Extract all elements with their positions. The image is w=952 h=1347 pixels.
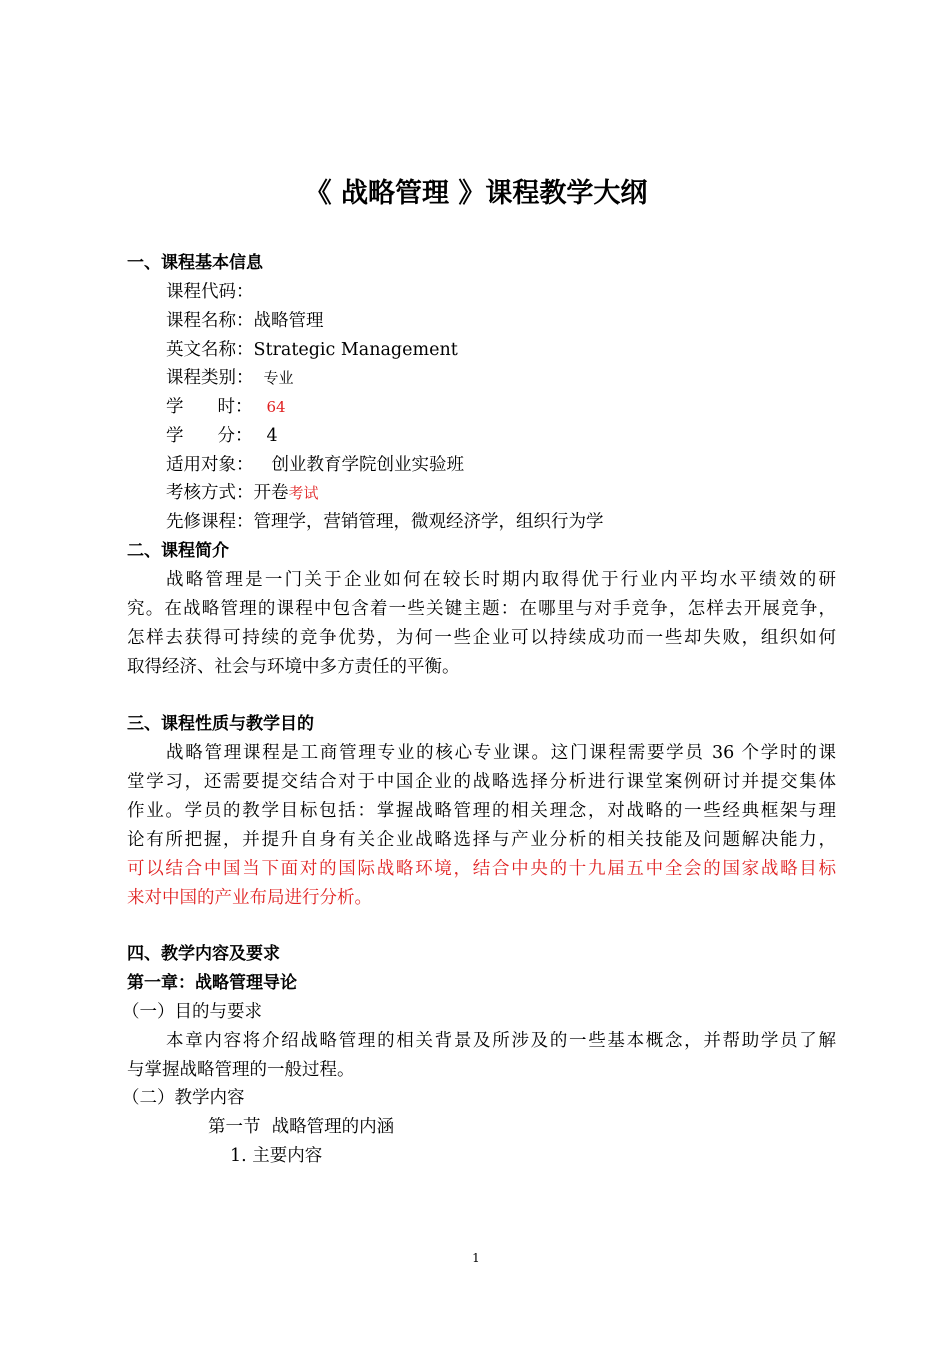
- intro-line: 战略管理是一门关于企业如何在较长时期内取得优于行业内平均水平绩效的研: [166, 570, 836, 590]
- intro-line: 怎样去获得可持续的竞争优势，为何一些企业可以持续成功而一些却失败，组织如何: [127, 628, 836, 648]
- section-title: 第一节 战略管理的内涵: [208, 1117, 395, 1137]
- english-name-row: [166, 338, 458, 362]
- nature-line: 论有所把握，并提升自身有关企业战略选择与产业分析的相关技能及问题解决能力，: [127, 830, 836, 850]
- course-type-row: [166, 366, 294, 390]
- exam-value-open-book: 开卷: [253, 483, 289, 503]
- subheading-goals: （一）目的与要求: [122, 1002, 262, 1022]
- hours-value: 64: [266, 398, 286, 416]
- exam-label: 考核方式：: [166, 483, 254, 503]
- credit-value: 4: [266, 426, 278, 446]
- nature-line-highlight: 来对中国的产业布局进行分析。: [127, 888, 372, 908]
- target-row: [166, 453, 464, 477]
- course-code-label: 课程代码：: [166, 282, 254, 302]
- credit-label-2: 分：: [217, 426, 253, 446]
- section-heading-content: 四、教学内容及要求: [127, 944, 280, 964]
- prereq-row: [166, 510, 604, 534]
- credit-row: [166, 424, 278, 448]
- list-item-main-content: 1. 主要内容: [230, 1146, 323, 1166]
- exam-row: [166, 481, 319, 505]
- subheading-content: （二）教学内容: [122, 1088, 245, 1108]
- course-name-label: 课程名称：: [166, 311, 254, 331]
- chapter-goal-line: 本章内容将介绍战略管理的相关背景及所涉及的一些基本概念，并帮助学员了解: [166, 1031, 836, 1051]
- course-name-row: [166, 309, 324, 333]
- course-name-value: 战略管理: [253, 311, 324, 331]
- section-heading-basic-info: 一、课程基本信息: [127, 253, 263, 273]
- prereq-label: 先修课程：: [166, 512, 254, 532]
- target-label: 适用对象：: [166, 455, 254, 475]
- intro-line: 究。在战略管理的课程中包含着一些关键主题：在哪里与对手竞争，怎样去开展竞争，: [127, 599, 836, 619]
- hours-label-1: 学: [166, 397, 184, 417]
- hours-row: [166, 395, 286, 419]
- intro-line: 取得经济、社会与环境中多方责任的平衡。: [127, 657, 460, 677]
- nature-line: 堂学习，还需要提交结合对于中国企业的战略选择分析进行课堂案例研讨并提交集体: [127, 772, 836, 792]
- prereq-value: 管理学，营销管理，微观经济学，组织行为学: [253, 512, 604, 532]
- section-heading-nature-goals: 三、课程性质与教学目的: [127, 714, 314, 734]
- nature-line: 战略管理课程是工商管理专业的核心专业课。这门课程需要学员 36 个学时的课: [166, 743, 836, 763]
- nature-line-highlight: 可以结合中国当下面对的国际战略环境，结合中央的十九届五中全会的国家战略目标: [127, 859, 836, 879]
- credit-label-1: 学: [166, 426, 184, 446]
- section-heading-intro: 二、课程简介: [127, 541, 229, 561]
- exam-value-test: 考试: [288, 484, 319, 502]
- course-type-value: 专业: [263, 369, 294, 387]
- target-value: 创业教育学院创业实验班: [271, 455, 464, 475]
- english-name-value: Strategic Management: [253, 340, 458, 360]
- english-name-label: 英文名称：: [166, 340, 254, 360]
- chapter-goal-line: 与掌握战略管理的一般过程。: [127, 1060, 355, 1080]
- document-title: 《 战略管理 》课程教学大纲: [304, 178, 648, 209]
- hours-label-2: 时：: [217, 397, 253, 417]
- page-number: 1: [472, 1251, 480, 1265]
- course-type-label: 课程类别：: [166, 368, 254, 388]
- nature-line: 作业。学员的教学目标包括：掌握战略管理的相关理念，对战略的一些经典框架与理: [127, 801, 836, 821]
- chapter-heading: 第一章：战略管理导论: [127, 973, 297, 993]
